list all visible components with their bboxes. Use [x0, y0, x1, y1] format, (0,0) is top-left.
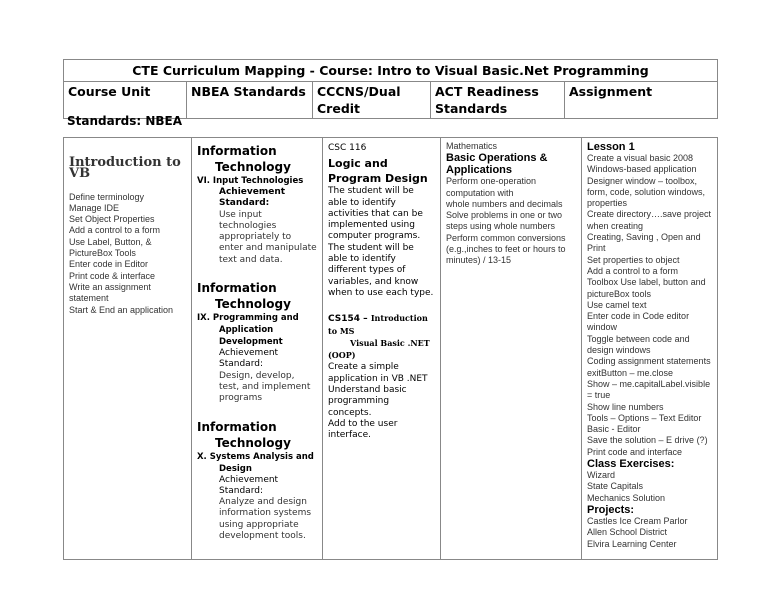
nbea-description: Analyze and design information systems using appropriate development tools. [219, 497, 312, 542]
unit-item: Use Label, Button, & PictureBox Tools [69, 236, 152, 259]
assignment-item: Set properties to object [587, 254, 680, 265]
cccns-desc: The student will be able to identify activities that can be implemented using computer programs. [328, 186, 423, 242]
projects-label: Projects: [587, 503, 635, 516]
assignment-item: Tools – Options – Text Editor Basic - Editor [587, 412, 702, 435]
nbea-achievement-label: Achievement Standard: [219, 187, 286, 209]
cccns-item: Create a simple application in VB .NET [328, 362, 428, 384]
nbea-standard [197, 280, 317, 404]
document-title: CTE Curriculum Mapping - Course: Intro to Visual Basic.Net Programming [64, 60, 718, 82]
assignment-item: Designer window – toolbox, form, code, solution windows, properties [587, 175, 706, 209]
course2-code: CS154 – [328, 314, 371, 325]
nbea-area: Information [197, 419, 277, 434]
exercises-label: Class Exercises: [587, 458, 675, 471]
act-subject: Mathematics [446, 141, 498, 151]
assignment-item: Add a control to a form [587, 265, 679, 276]
nbea-standard-name: VI. Input Technologies [197, 176, 304, 186]
assignment-cell [582, 138, 718, 560]
assignment-item: Toolbox Use label, button and pictureBox tools [587, 277, 706, 299]
assignment-item: Coding assignment statements [587, 356, 711, 367]
unit-item: Set Object Properties [69, 214, 155, 225]
course-unit-cell [64, 138, 192, 560]
cccns-cell [323, 138, 441, 560]
act-title: Basic Operations & Applications [446, 152, 548, 177]
nbea-standard-name-2: Design [219, 463, 252, 474]
nbea-cell [192, 138, 323, 560]
unit-item: Write an assignment statement [69, 281, 151, 304]
assignment-item: Show line numbers [587, 401, 664, 412]
cccns-desc2: The student will be able to identify different types of variables, and know when to use each type. [328, 242, 434, 298]
lesson-title: Lesson 1 [587, 141, 635, 153]
cccns-course2 [328, 313, 435, 362]
unit-item: Enter code in Editor [69, 259, 149, 270]
unit-item: Start & End an application [69, 304, 174, 315]
assignment-item: Enter code in Code editor window [587, 311, 690, 333]
act-item: Perform one-operation computation with [446, 176, 537, 198]
assignment-item: Use camel text [587, 299, 647, 310]
act-cell [441, 138, 582, 560]
col-course-unit: Course Unit [64, 82, 187, 119]
assignment-item: exitButton – me.close [587, 367, 674, 378]
cccns-item: Add to the user interface. [328, 418, 398, 441]
col-cccns: CCCNS/Dual Credit [313, 82, 431, 119]
nbea-area-2: Technology [215, 297, 291, 312]
nbea-description: Use input technologies appropriately to enter and manipulate text and data. [219, 209, 317, 265]
col-assignment: Assignment [565, 82, 718, 119]
unit-items [69, 192, 186, 316]
nbea-area: Information [197, 144, 277, 158]
unit-title: Introduction to VB [69, 155, 181, 182]
exercise-item: State Capitals [587, 481, 644, 492]
project-item: Castles Ice Cream Parlor [587, 515, 688, 526]
curriculum-table [63, 137, 718, 560]
col-act: ACT Readiness Standards [431, 82, 565, 119]
course2-name-a: Introduction to MS [328, 313, 428, 336]
nbea-standard-name: X. Systems Analysis and [197, 451, 314, 462]
act-item: Perform common conversions (e.g.,inches to feet or hours to minutes) / 13-15 [446, 232, 566, 266]
exercise-item: Mechanics Solution [587, 492, 666, 503]
assignment-item: Print code and interface [587, 446, 683, 457]
nbea-standard-name: IX. Programming and [197, 313, 299, 324]
cccns-item: Understand basic programming concepts. [328, 385, 407, 418]
nbea-achievement-label: Achievement Standard: [219, 348, 279, 370]
act-item: whole numbers and decimals [446, 198, 563, 209]
assignment-item: Create a visual basic 2008 Windows-based application [587, 153, 697, 175]
col-nbea: NBEA Standards [187, 82, 313, 119]
assignment-item: Create directory….save project when creating [587, 209, 712, 231]
nbea-area-2: Technology [215, 435, 291, 450]
assignment-item: Save the solution – E drive (?) [587, 435, 708, 446]
project-item: Allen School District [587, 527, 668, 538]
nbea-description: Design, develop, test, and implement programs [219, 370, 311, 404]
nbea-area-2: Technology [215, 160, 291, 174]
project-item: Elvira Learning Center [587, 538, 677, 549]
unit-item: Add a control to a form [69, 225, 161, 236]
nbea-achievement-label: Achievement Standard: [219, 474, 279, 496]
course2-name-b: Visual Basic .NET (OOP) [328, 337, 430, 361]
header-table [63, 59, 718, 119]
nbea-standard-name-2: Application Development [219, 325, 283, 348]
assignment-item: Toggle between code and design windows [587, 333, 690, 356]
cccns-title: Logic and Program Design [328, 157, 428, 186]
assignment-item: Creating, Saving , Open and Print [587, 232, 701, 254]
unit-item: Manage IDE [69, 202, 120, 213]
nbea-standard [197, 143, 317, 266]
nbea-area: Information [197, 281, 277, 296]
standards-label: Standards: NBEA [67, 114, 183, 128]
unit-item: Define terminology [69, 191, 145, 202]
act-item: Solve problems in one or two steps using whole numbers [446, 210, 563, 232]
nbea-standard [197, 419, 317, 543]
assignment-item: Show – me.capitalLabel.visible = true [587, 378, 711, 401]
unit-item: Print code & interface [69, 270, 156, 281]
cccns-code: CSC 116 [328, 143, 367, 153]
exercise-item: Wizard [587, 470, 616, 481]
